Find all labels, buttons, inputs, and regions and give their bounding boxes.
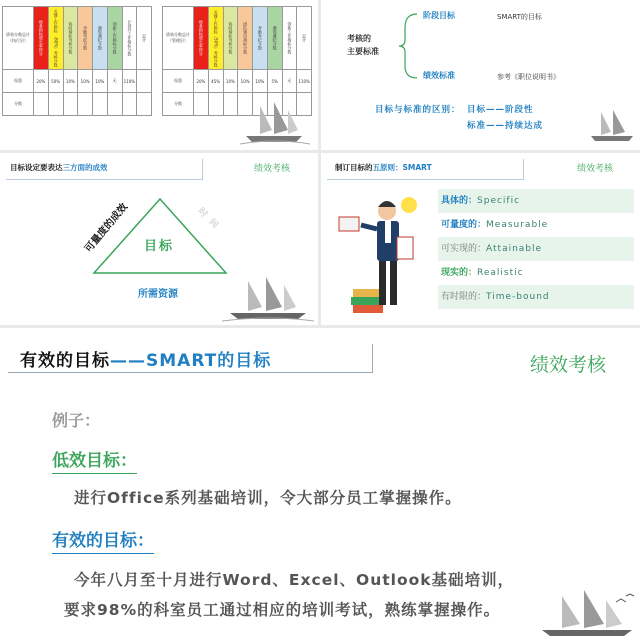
- slide-standards[interactable]: [321, 0, 640, 150]
- smart-item-value: Measurable: [486, 220, 549, 230]
- table-header-cell: 总计: [297, 7, 312, 70]
- smart-item-value: Realistic: [477, 268, 524, 278]
- table-cell: 10%: [93, 70, 108, 93]
- table-header-cell: 协同指标考核分数: [63, 7, 78, 70]
- title-text: 有效的目标: [20, 351, 110, 371]
- difference-line-2: 标准——持续达成: [467, 121, 544, 131]
- ship-illustration-icon: [240, 100, 310, 146]
- low-goal-text: 进行Office系列基础培训，令大部分员工掌握操作。: [74, 489, 462, 507]
- slide-triangle[interactable]: [0, 153, 318, 325]
- header-highlight: 三方面的成效: [62, 163, 108, 172]
- table-header-cell: 计划外工作指标分数: [122, 7, 137, 70]
- table-cell: 分数: [163, 93, 194, 116]
- ship-illustration-icon: [536, 590, 638, 640]
- smart-item: [438, 237, 634, 261]
- table-cell: 权重: [163, 70, 194, 93]
- stage-goal-note: SMART的目标: [497, 13, 542, 21]
- businessman-illustration-icon: [331, 193, 431, 321]
- table-cell: 分数: [3, 93, 34, 116]
- example-label: 例子：: [52, 411, 101, 430]
- table-header-cell: 遵规遵纪分数: [93, 7, 108, 70]
- effective-goal-line-2: 要求98%的科室员工通过相应的培训考试，熟练掌握操作。: [64, 601, 501, 619]
- header-text: 制订目标的: [335, 163, 373, 172]
- performance-standard-note: 参考《职位说明书》: [497, 73, 560, 81]
- brace-icon: [397, 10, 419, 82]
- table-cell: 10%: [223, 70, 238, 93]
- table-header-cell: 创新工作指标分数: [107, 7, 122, 70]
- table-cell: 50%: [48, 70, 63, 93]
- slide-main-example[interactable]: [0, 328, 640, 640]
- smart-item-key: 具体的：: [441, 196, 478, 206]
- category-tag: 绩效考核: [254, 164, 291, 174]
- header-suffix: ：SMART: [395, 163, 432, 172]
- table-cell: 110%: [297, 70, 312, 93]
- standards-center-label: 考核的 主要标准: [347, 34, 379, 56]
- table-cell: 20%: [194, 70, 209, 93]
- header-highlight: 五原则: [372, 163, 395, 172]
- smart-item-value: Attainable: [486, 244, 543, 254]
- table-cell: [137, 70, 152, 93]
- smart-item-value: Specific: [477, 196, 521, 206]
- slide-header: [335, 162, 432, 173]
- smart-item: [438, 213, 634, 237]
- effective-goal-line-1: 今年八月至十月进行Word、Excel、Outlook基础培训，: [74, 571, 515, 589]
- header-text: 目标设定要表达: [10, 163, 63, 172]
- table-cell: 无: [282, 70, 297, 93]
- smart-item-value: Time-bound: [486, 292, 550, 302]
- difference-title: 目标与标准的区别：: [375, 105, 461, 115]
- table-header-cell: 协同指标考核分数: [223, 7, 238, 70]
- slide-score-tables[interactable]: [0, 0, 318, 150]
- stage-goal-label: 阶段目标: [423, 11, 455, 20]
- table-cell: 无: [107, 70, 122, 93]
- table-header-cell: 财务指标增长率得分: [34, 7, 49, 70]
- table-header-cell: 财务指标增长率得分: [194, 7, 209, 70]
- effective-goal-label: 有效的目标：: [52, 526, 154, 554]
- table-cell: 10%: [253, 70, 268, 93]
- table-cell: 5%: [267, 70, 282, 93]
- difference-line-1: 目标——阶段性: [467, 105, 534, 115]
- performance-standard-label: 绩效标准: [423, 71, 455, 80]
- smart-item: [438, 261, 634, 285]
- triangle-right-label: 时间: [195, 206, 225, 235]
- slide-smart-principles[interactable]: [321, 153, 640, 325]
- table-header-cell: 创新工作指标分数: [282, 7, 297, 70]
- table-header-cell: 绩效分数总计（执行层）: [3, 7, 34, 70]
- slide-title: [20, 346, 271, 371]
- table-cell: 10%: [78, 70, 93, 93]
- triangle-bottom-label: 所需资源: [138, 289, 178, 300]
- table-cell: 10%: [63, 70, 78, 93]
- table-cell: 权重: [3, 70, 34, 93]
- table-header-cell: 关键工作指标 （60%）考核分数: [48, 7, 63, 70]
- smart-item-key: 有时限的：: [441, 292, 487, 302]
- table-header-cell: 绩效分数总计（管理层）: [163, 7, 194, 70]
- slide-header: [10, 162, 108, 173]
- table-header-cell: 总计: [137, 7, 152, 70]
- table-header-cell: 遵规遵纪分数: [267, 7, 282, 70]
- smart-item: [438, 285, 634, 309]
- smart-item: [438, 189, 634, 213]
- smart-item-key: 可实现的：: [441, 244, 487, 254]
- low-goal-label: 低效目标：: [52, 446, 137, 474]
- smart-item-key: 可量度的：: [441, 220, 487, 230]
- table-cell: 45%: [208, 70, 223, 93]
- table-header-cell: 团队建设指标分数: [238, 7, 253, 70]
- title-highlight: ——SMART的目标: [110, 351, 272, 371]
- table-header-cell: 考勤考纪分数: [78, 7, 93, 70]
- ship-illustration-icon: [587, 108, 637, 144]
- table-header-cell: 考勤考纪分数: [253, 7, 268, 70]
- table-header-cell: 关键工作指标（50%）考核分数: [208, 7, 223, 70]
- table-cell: 110%: [122, 70, 137, 93]
- triangle-center-label: 目标: [144, 239, 175, 254]
- score-table-executive: [2, 6, 152, 116]
- ship-illustration-icon: [222, 277, 314, 323]
- table-cell: 20%: [34, 70, 49, 93]
- smart-item-key: 现实的：: [441, 268, 478, 278]
- table-cell: 10%: [238, 70, 253, 93]
- category-tag: 绩效考核: [529, 354, 606, 376]
- triangle-left-label: 可量度的成效: [83, 201, 131, 255]
- category-tag: 绩效考核: [577, 164, 614, 174]
